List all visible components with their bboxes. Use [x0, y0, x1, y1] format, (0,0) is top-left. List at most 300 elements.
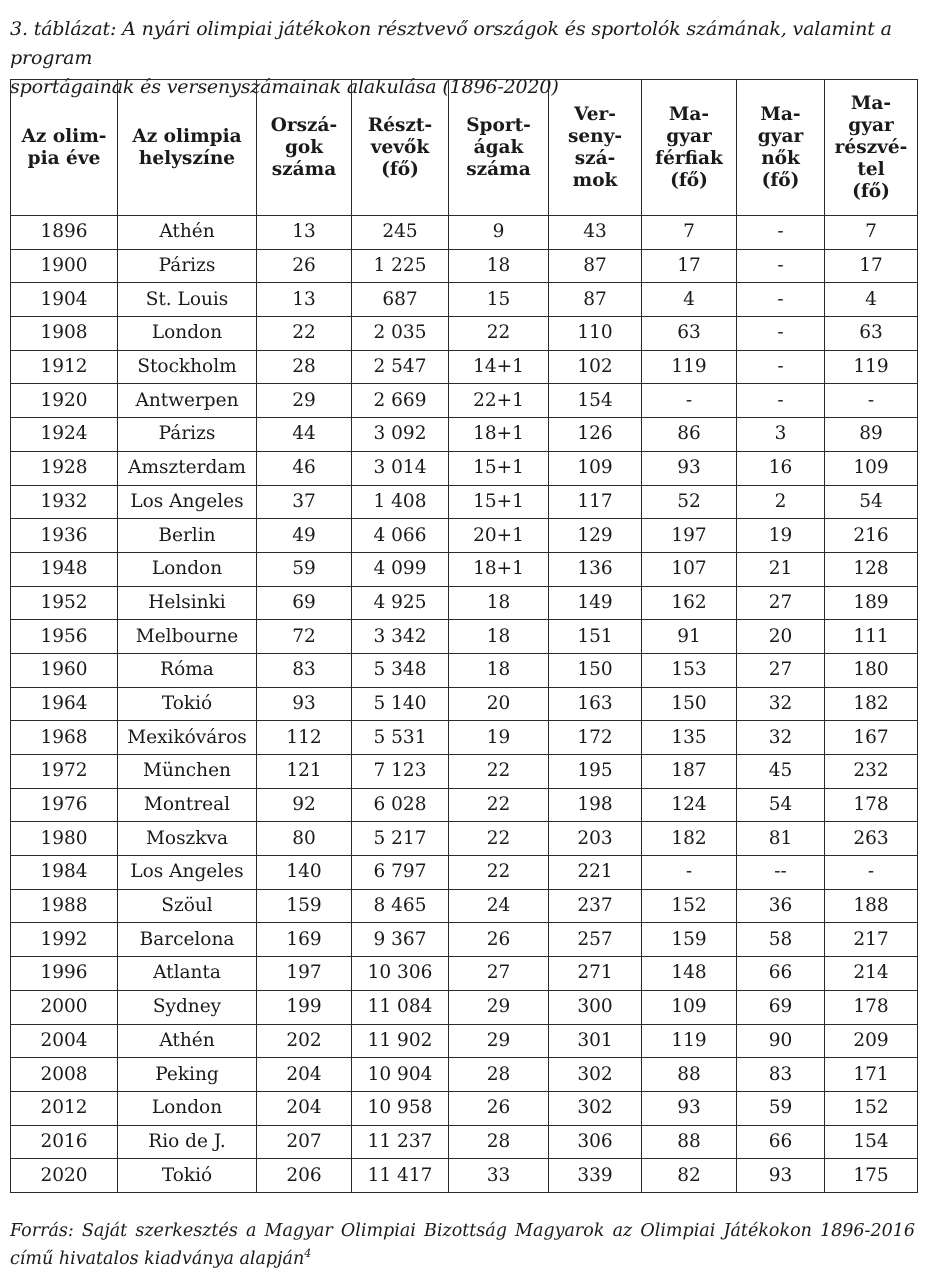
cell-events: 237 — [549, 889, 642, 923]
cell-participants: 1 225 — [352, 249, 449, 283]
cell-events: 163 — [549, 687, 642, 721]
cell-hungarian-women: 81 — [737, 822, 825, 856]
cell-host-city: Sydney — [118, 990, 257, 1024]
cell-countries: 204 — [257, 1058, 352, 1092]
cell-sports: 26 — [449, 1091, 549, 1125]
cell-participants: 6 028 — [352, 788, 449, 822]
cell-countries: 44 — [257, 418, 352, 452]
cell-countries: 197 — [257, 957, 352, 991]
cell-sports: 22 — [449, 755, 549, 789]
table-row — [11, 1125, 918, 1159]
cell-hungarian-men: 52 — [642, 485, 737, 519]
column-header-hungarian-men: Ma- gyar férfiak (fő) — [642, 80, 737, 216]
cell-events: 109 — [549, 451, 642, 485]
cell-hungarian-total: 63 — [825, 317, 918, 351]
cell-hungarian-total: 188 — [825, 889, 918, 923]
cell-host-city: Athén — [118, 216, 257, 250]
column-header-year: Az olim- pia éve — [11, 80, 118, 216]
cell-events: 136 — [549, 552, 642, 586]
cell-hungarian-total: 152 — [825, 1091, 918, 1125]
cell-year: 1968 — [11, 721, 118, 755]
cell-participants: 8 465 — [352, 889, 449, 923]
cell-host-city: Athén — [118, 1024, 257, 1058]
cell-year: 1964 — [11, 687, 118, 721]
table-header-row — [11, 80, 918, 216]
cell-sports: 22+1 — [449, 384, 549, 418]
cell-hungarian-total: 232 — [825, 755, 918, 789]
cell-host-city: Stockholm — [118, 350, 257, 384]
column-header-events: Ver- seny- szá- mok — [549, 80, 642, 216]
table-row — [11, 485, 918, 519]
table-row — [11, 418, 918, 452]
cell-hungarian-total: 109 — [825, 451, 918, 485]
column-header-hungarian-total: Ma- gyar részvé- tel (fő) — [825, 80, 918, 216]
cell-events: 306 — [549, 1125, 642, 1159]
column-header-host-city: Az olimpia helyszíne — [118, 80, 257, 216]
table-row — [11, 721, 918, 755]
cell-year: 2000 — [11, 990, 118, 1024]
cell-sports: 20 — [449, 687, 549, 721]
cell-hungarian-men: 88 — [642, 1058, 737, 1092]
cell-hungarian-women: 19 — [737, 519, 825, 553]
cell-host-city: Mexikóváros — [118, 721, 257, 755]
table-row — [11, 957, 918, 991]
cell-events: 87 — [549, 283, 642, 317]
table-row — [11, 788, 918, 822]
source-note — [10, 1217, 915, 1273]
cell-sports: 27 — [449, 957, 549, 991]
cell-participants: 4 099 — [352, 552, 449, 586]
cell-countries: 199 — [257, 990, 352, 1024]
cell-participants: 4 066 — [352, 519, 449, 553]
table-row — [11, 283, 918, 317]
cell-hungarian-men: 153 — [642, 653, 737, 687]
cell-hungarian-total: 209 — [825, 1024, 918, 1058]
cell-hungarian-men: 107 — [642, 552, 737, 586]
table-row — [11, 889, 918, 923]
cell-hungarian-total: 217 — [825, 923, 918, 957]
column-header-sports: Sport- ágak száma — [449, 80, 549, 216]
cell-hungarian-total: 214 — [825, 957, 918, 991]
cell-year: 1908 — [11, 317, 118, 351]
cell-hungarian-total: 216 — [825, 519, 918, 553]
table-row — [11, 687, 918, 721]
cell-host-city: Montreal — [118, 788, 257, 822]
cell-sports: 15+1 — [449, 451, 549, 485]
cell-sports: 18+1 — [449, 552, 549, 586]
cell-hungarian-total: 111 — [825, 620, 918, 654]
cell-year: 1984 — [11, 856, 118, 890]
cell-countries: 204 — [257, 1091, 352, 1125]
cell-host-city: Róma — [118, 653, 257, 687]
cell-hungarian-women: 16 — [737, 451, 825, 485]
cell-hungarian-total: - — [825, 384, 918, 418]
cell-hungarian-men: 93 — [642, 451, 737, 485]
cell-year: 1924 — [11, 418, 118, 452]
cell-hungarian-men: 159 — [642, 923, 737, 957]
cell-countries: 13 — [257, 283, 352, 317]
cell-hungarian-total: 182 — [825, 687, 918, 721]
table-row — [11, 620, 918, 654]
cell-sports: 24 — [449, 889, 549, 923]
cell-participants: 10 958 — [352, 1091, 449, 1125]
cell-hungarian-women: 83 — [737, 1058, 825, 1092]
cell-countries: 202 — [257, 1024, 352, 1058]
cell-events: 301 — [549, 1024, 642, 1058]
caption-line-1: 3. táblázat: A nyári olimpiai játékokon résztvevő országok és sportolók számának, valamint a program — [10, 18, 892, 69]
cell-participants: 11 417 — [352, 1159, 449, 1193]
table-row — [11, 1024, 918, 1058]
cell-hungarian-total: 167 — [825, 721, 918, 755]
cell-hungarian-men: 63 — [642, 317, 737, 351]
cell-events: 339 — [549, 1159, 642, 1193]
cell-sports: 20+1 — [449, 519, 549, 553]
cell-countries: 169 — [257, 923, 352, 957]
cell-hungarian-total: 189 — [825, 586, 918, 620]
cell-sports: 18 — [449, 620, 549, 654]
cell-hungarian-men: 93 — [642, 1091, 737, 1125]
cell-year: 1904 — [11, 283, 118, 317]
cell-hungarian-men: 86 — [642, 418, 737, 452]
cell-participants: 5 348 — [352, 653, 449, 687]
cell-hungarian-women: 27 — [737, 653, 825, 687]
table-row — [11, 990, 918, 1024]
cell-events: 257 — [549, 923, 642, 957]
cell-hungarian-total: 171 — [825, 1058, 918, 1092]
cell-sports: 9 — [449, 216, 549, 250]
cell-hungarian-women: 66 — [737, 957, 825, 991]
cell-sports: 18 — [449, 653, 549, 687]
cell-participants: 11 902 — [352, 1024, 449, 1058]
cell-sports: 28 — [449, 1125, 549, 1159]
cell-countries: 26 — [257, 249, 352, 283]
cell-participants: 11 237 — [352, 1125, 449, 1159]
cell-hungarian-total: 263 — [825, 822, 918, 856]
cell-events: 117 — [549, 485, 642, 519]
table-row — [11, 384, 918, 418]
cell-countries: 46 — [257, 451, 352, 485]
cell-countries: 207 — [257, 1125, 352, 1159]
table-row — [11, 350, 918, 384]
cell-sports: 22 — [449, 856, 549, 890]
cell-host-city: Párizs — [118, 249, 257, 283]
cell-countries: 59 — [257, 552, 352, 586]
cell-hungarian-total: 54 — [825, 485, 918, 519]
table-row — [11, 1091, 918, 1125]
cell-hungarian-men: 88 — [642, 1125, 737, 1159]
cell-countries: 49 — [257, 519, 352, 553]
cell-host-city: Párizs — [118, 418, 257, 452]
cell-hungarian-total: 7 — [825, 216, 918, 250]
cell-participants: 2 669 — [352, 384, 449, 418]
cell-participants: 687 — [352, 283, 449, 317]
cell-hungarian-men: 197 — [642, 519, 737, 553]
table-row — [11, 653, 918, 687]
cell-participants: 3 092 — [352, 418, 449, 452]
cell-hungarian-men: 162 — [642, 586, 737, 620]
cell-hungarian-women: - — [737, 317, 825, 351]
cell-hungarian-total: 4 — [825, 283, 918, 317]
cell-hungarian-men: 119 — [642, 350, 737, 384]
cell-hungarian-men: 182 — [642, 822, 737, 856]
cell-countries: 72 — [257, 620, 352, 654]
cell-countries: 93 — [257, 687, 352, 721]
cell-host-city: Tokió — [118, 1159, 257, 1193]
cell-year: 2008 — [11, 1058, 118, 1092]
cell-hungarian-men: 91 — [642, 620, 737, 654]
cell-hungarian-women: - — [737, 216, 825, 250]
column-header-hungarian-women: Ma- gyar nők (fő) — [737, 80, 825, 216]
table-row — [11, 317, 918, 351]
cell-sports: 29 — [449, 990, 549, 1024]
cell-year: 2016 — [11, 1125, 118, 1159]
cell-host-city: Los Angeles — [118, 485, 257, 519]
table-row — [11, 216, 918, 250]
cell-hungarian-women: 90 — [737, 1024, 825, 1058]
cell-events: 102 — [549, 350, 642, 384]
cell-hungarian-total: 180 — [825, 653, 918, 687]
cell-year: 2012 — [11, 1091, 118, 1125]
cell-events: 300 — [549, 990, 642, 1024]
cell-sports: 26 — [449, 923, 549, 957]
cell-host-city: London — [118, 552, 257, 586]
cell-sports: 22 — [449, 317, 549, 351]
cell-hungarian-women: 66 — [737, 1125, 825, 1159]
cell-hungarian-women: 3 — [737, 418, 825, 452]
cell-year: 1992 — [11, 923, 118, 957]
cell-hungarian-women: 32 — [737, 687, 825, 721]
cell-countries: 28 — [257, 350, 352, 384]
cell-events: 172 — [549, 721, 642, 755]
cell-hungarian-women: 32 — [737, 721, 825, 755]
cell-year: 1900 — [11, 249, 118, 283]
cell-hungarian-total: - — [825, 856, 918, 890]
cell-year: 2004 — [11, 1024, 118, 1058]
cell-hungarian-women: 2 — [737, 485, 825, 519]
cell-hungarian-men: 82 — [642, 1159, 737, 1193]
cell-hungarian-men: 4 — [642, 283, 737, 317]
cell-hungarian-men: 7 — [642, 216, 737, 250]
cell-hungarian-total: 17 — [825, 249, 918, 283]
cell-hungarian-men: 119 — [642, 1024, 737, 1058]
cell-sports: 18 — [449, 586, 549, 620]
cell-participants: 10 306 — [352, 957, 449, 991]
cell-participants: 2 035 — [352, 317, 449, 351]
cell-sports: 22 — [449, 788, 549, 822]
cell-countries: 22 — [257, 317, 352, 351]
cell-participants: 11 084 — [352, 990, 449, 1024]
cell-countries: 140 — [257, 856, 352, 890]
cell-events: 151 — [549, 620, 642, 654]
cell-countries: 92 — [257, 788, 352, 822]
cell-hungarian-men: 152 — [642, 889, 737, 923]
table-row — [11, 856, 918, 890]
cell-hungarian-women: - — [737, 350, 825, 384]
cell-hungarian-women: - — [737, 283, 825, 317]
cell-host-city: Los Angeles — [118, 856, 257, 890]
cell-countries: 69 — [257, 586, 352, 620]
cell-countries: 121 — [257, 755, 352, 789]
cell-participants: 4 925 — [352, 586, 449, 620]
cell-countries: 29 — [257, 384, 352, 418]
cell-countries: 83 — [257, 653, 352, 687]
cell-sports: 33 — [449, 1159, 549, 1193]
cell-countries: 80 — [257, 822, 352, 856]
cell-events: 302 — [549, 1058, 642, 1092]
cell-year: 1932 — [11, 485, 118, 519]
cell-events: 302 — [549, 1091, 642, 1125]
table-row — [11, 519, 918, 553]
cell-hungarian-total: 128 — [825, 552, 918, 586]
cell-countries: 159 — [257, 889, 352, 923]
cell-participants: 3 342 — [352, 620, 449, 654]
cell-hungarian-total: 119 — [825, 350, 918, 384]
cell-events: 221 — [549, 856, 642, 890]
table-row — [11, 923, 918, 957]
cell-year: 1996 — [11, 957, 118, 991]
cell-year: 1936 — [11, 519, 118, 553]
table-row — [11, 552, 918, 586]
cell-hungarian-women: 93 — [737, 1159, 825, 1193]
table-row — [11, 822, 918, 856]
cell-host-city: München — [118, 755, 257, 789]
cell-hungarian-total: 175 — [825, 1159, 918, 1193]
cell-hungarian-men: 109 — [642, 990, 737, 1024]
table-row — [11, 1058, 918, 1092]
cell-participants: 10 904 — [352, 1058, 449, 1092]
cell-events: 154 — [549, 384, 642, 418]
cell-year: 1956 — [11, 620, 118, 654]
cell-hungarian-men: 17 — [642, 249, 737, 283]
cell-hungarian-women: 36 — [737, 889, 825, 923]
cell-host-city: Peking — [118, 1058, 257, 1092]
footnote-marker: 4 — [304, 1247, 312, 1261]
table-row — [11, 755, 918, 789]
cell-year: 1920 — [11, 384, 118, 418]
cell-events: 43 — [549, 216, 642, 250]
cell-host-city: London — [118, 317, 257, 351]
cell-hungarian-women: 20 — [737, 620, 825, 654]
cell-year: 1976 — [11, 788, 118, 822]
cell-sports: 19 — [449, 721, 549, 755]
cell-events: 150 — [549, 653, 642, 687]
cell-events: 129 — [549, 519, 642, 553]
cell-host-city: Atlanta — [118, 957, 257, 991]
cell-participants: 9 367 — [352, 923, 449, 957]
source-text: Forrás: Saját szerkesztés a Magyar Olimpiai Bizottság Magyarok az Olimpiai Játékokon 1896-2016 című hivatalos kiadványa alapján — [10, 1221, 915, 1269]
cell-sports: 15+1 — [449, 485, 549, 519]
caption-line-2: sportágainak és versenyszámainak alakulása (1896-2020) — [10, 76, 559, 98]
cell-host-city: Melbourne — [118, 620, 257, 654]
cell-year: 1988 — [11, 889, 118, 923]
table-row — [11, 451, 918, 485]
cell-hungarian-total: 89 — [825, 418, 918, 452]
column-header-participants: Részt- vevők (fő) — [352, 80, 449, 216]
cell-year: 2020 — [11, 1159, 118, 1193]
cell-year: 1960 — [11, 653, 118, 687]
cell-host-city: Moszkva — [118, 822, 257, 856]
cell-host-city: Szöul — [118, 889, 257, 923]
cell-host-city: London — [118, 1091, 257, 1125]
cell-countries: 13 — [257, 216, 352, 250]
cell-hungarian-men: - — [642, 856, 737, 890]
column-header-countries: Orszá- gok száma — [257, 80, 352, 216]
cell-countries: 112 — [257, 721, 352, 755]
cell-events: 271 — [549, 957, 642, 991]
table-row — [11, 586, 918, 620]
cell-hungarian-total: 178 — [825, 990, 918, 1024]
table-row — [11, 249, 918, 283]
cell-sports: 14+1 — [449, 350, 549, 384]
cell-participants: 6 797 — [352, 856, 449, 890]
cell-hungarian-women: 27 — [737, 586, 825, 620]
cell-hungarian-women: 69 — [737, 990, 825, 1024]
olympics-table — [10, 79, 918, 1193]
cell-participants: 5 140 — [352, 687, 449, 721]
cell-sports: 22 — [449, 822, 549, 856]
cell-hungarian-women: 21 — [737, 552, 825, 586]
cell-hungarian-men: 135 — [642, 721, 737, 755]
cell-hungarian-women: -- — [737, 856, 825, 890]
cell-hungarian-women: - — [737, 384, 825, 418]
cell-events: 87 — [549, 249, 642, 283]
cell-events: 195 — [549, 755, 642, 789]
table-body — [11, 216, 918, 1193]
cell-host-city: Antwerpen — [118, 384, 257, 418]
cell-hungarian-women: 59 — [737, 1091, 825, 1125]
cell-sports: 18 — [449, 249, 549, 283]
cell-participants: 5 531 — [352, 721, 449, 755]
cell-host-city: Tokió — [118, 687, 257, 721]
cell-year: 1952 — [11, 586, 118, 620]
cell-participants: 5 217 — [352, 822, 449, 856]
cell-sports: 15 — [449, 283, 549, 317]
cell-countries: 206 — [257, 1159, 352, 1193]
cell-participants: 245 — [352, 216, 449, 250]
cell-hungarian-women: 54 — [737, 788, 825, 822]
cell-participants: 1 408 — [352, 485, 449, 519]
cell-events: 149 — [549, 586, 642, 620]
cell-hungarian-total: 154 — [825, 1125, 918, 1159]
cell-host-city: St. Louis — [118, 283, 257, 317]
cell-hungarian-women: 45 — [737, 755, 825, 789]
cell-year: 1928 — [11, 451, 118, 485]
cell-year: 1948 — [11, 552, 118, 586]
cell-host-city: Helsinki — [118, 586, 257, 620]
cell-events: 203 — [549, 822, 642, 856]
cell-host-city: Amszterdam — [118, 451, 257, 485]
cell-events: 198 — [549, 788, 642, 822]
cell-hungarian-women: - — [737, 249, 825, 283]
cell-sports: 28 — [449, 1058, 549, 1092]
cell-host-city: Berlin — [118, 519, 257, 553]
cell-events: 126 — [549, 418, 642, 452]
cell-events: 110 — [549, 317, 642, 351]
cell-host-city: Barcelona — [118, 923, 257, 957]
cell-countries: 37 — [257, 485, 352, 519]
cell-year: 1980 — [11, 822, 118, 856]
cell-year: 1896 — [11, 216, 118, 250]
cell-hungarian-men: - — [642, 384, 737, 418]
cell-hungarian-total: 178 — [825, 788, 918, 822]
cell-hungarian-men: 150 — [642, 687, 737, 721]
cell-participants: 2 547 — [352, 350, 449, 384]
cell-sports: 29 — [449, 1024, 549, 1058]
cell-host-city: Rio de J. — [118, 1125, 257, 1159]
cell-hungarian-men: 124 — [642, 788, 737, 822]
cell-participants: 7 123 — [352, 755, 449, 789]
cell-year: 1912 — [11, 350, 118, 384]
